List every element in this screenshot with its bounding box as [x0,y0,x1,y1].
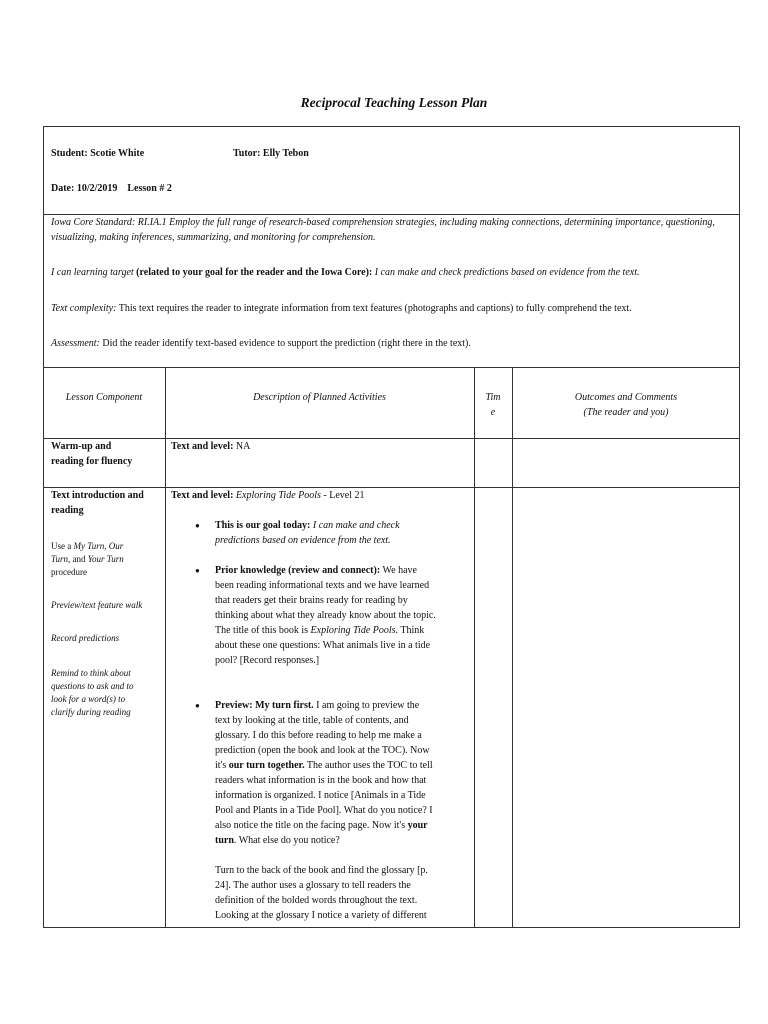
target-bold: (related to your goal for the reader and the Iowa Core): [136,267,373,278]
assessment-label: Assessment: [51,338,100,349]
preview-line-4a: it's [215,760,227,771]
intro-component-line-2: reading [51,505,84,516]
student-name: Scotie White [90,148,145,159]
prior-line-5: about these one questions: What animals live in a tide [215,640,431,651]
preview-line-2: glossary. I do this before reading to help me make a [215,730,422,741]
preview-line-4b: our turn together. [228,760,305,771]
warmup-component-line-2: reading for fluency [51,456,133,467]
warmup-component [51,439,132,469]
prior-label: Prior knowledge (review and connect): [215,565,381,576]
goal-label: This is our goal today: [215,520,311,531]
warmup-component-line-1: Warm-up and [51,441,112,452]
header-outcomes-line-2: (The reader and you) [583,407,669,418]
target-text: I can make and check predictions based on evidence from the text. [374,267,640,278]
header-time [474,390,512,420]
remind-line-2: questions to ask and to [51,681,134,691]
lesson-value: 2 [166,183,172,194]
column-divider-1 [165,367,166,928]
warmup-text-level [171,439,250,454]
standard-label: Iowa Core Standard: [51,217,136,228]
remind-line-3: look for a word(s) to [51,694,126,704]
prior-line-0: We have [382,565,417,576]
prior-line-1: been reading informational texts and we have learned [215,580,430,591]
assessment [51,336,736,351]
column-divider-3 [512,367,513,928]
header-time-line-2: e [490,407,496,418]
student-field [51,146,144,161]
complexity-label: Text complexity: [51,303,117,314]
prior-line-2: that readers get their brains ready for reading by [215,595,408,606]
our-turn-text-1: Our [108,541,124,551]
remind-line-1: Remind to think about [51,668,131,678]
intro-text-level-title: Exploring Tide Pools [235,490,321,501]
assessment-text: Did the reader identify text-based evidence to support the prediction (right there in the text). [102,338,471,349]
intro-text-level [171,488,365,503]
prior-line-4c: . Think [395,625,425,636]
tutor-label: Tutor: [233,148,261,159]
preview-line-3: prediction (open the book and look at the TOC). Now [215,745,430,756]
intro-procedure-note [51,540,163,579]
intro-component [51,488,144,518]
glossary-line-1: Turn to the back of the book and find the glossary [p. [215,865,428,876]
activities-list [171,518,471,923]
preview-line-1: text by looking at the title, table of contents, and [215,715,409,726]
glossary-paragraph [171,863,471,923]
iowa-core-standard [51,215,731,245]
divider-warmup-row [43,487,740,488]
preview-item [171,698,471,848]
procedure-line-3: procedure [51,567,87,577]
goal-item [171,518,471,548]
date-value: 10/2/2019 [76,183,118,194]
glossary-line-3: definition of the bolded words throughout the text. [215,895,418,906]
lesson-label: Lesson # [127,183,165,194]
preview-line-8b: your [407,820,428,831]
remind-line-4: clarify during reading [51,707,131,717]
preview-line-4c: The author uses the TOC to tell [306,760,433,771]
column-divider-2 [474,367,475,928]
standard-text: RI.IA.1 Employ the full range of research-based comprehension strategies, including making connections, determining importance, questioning, visualizing, making inferences, summarizing, and monitoring for comprehension. [51,217,715,243]
divider-table-top [43,367,740,368]
header-description: Description of Planned Activities [253,392,386,403]
glossary-line-2: 24]. The author uses a glossary to tell readers the [215,880,411,891]
my-turn-text: My Turn [73,541,105,551]
tutor-field [233,146,309,161]
tutor-name: Elly Tebon [262,148,309,159]
preview-line-0: I am going to preview the [316,700,420,711]
procedure-line-2 [51,553,163,566]
preview-line-9b: . What else do you notice? [233,835,340,846]
complexity-text: This text requires the reader to integrate information from text features (photographs and captions) to fully comprehend the text. [118,303,632,314]
intro-component-line-1: Text introduction and [51,490,144,501]
target-label: I can learning target [51,267,134,278]
preview-note: Preview/text feature walk [51,600,143,610]
date-label: Date: [51,183,75,194]
preview-label: Preview: My turn first. [215,700,314,711]
date-field [51,181,172,196]
warmup-text-level-label: Text and level: [171,441,234,452]
header-outcomes-line-1: Outcomes and Comments [574,392,678,403]
comma-text: , [104,541,107,551]
preview-line-7: Pool and Plants in a Tide Pool]. What do you notice? I [215,805,433,816]
remind-note [51,667,163,719]
divider-header-row [43,438,740,439]
activities-bullets [171,518,471,848]
our-turn-text-2: Turn [51,554,69,564]
warmup-text-level-value: NA [235,441,251,452]
page-title: Reciprocal Teaching Lesson Plan [300,95,488,110]
header-outcomes [512,390,740,420]
intro-text-level-label: Text and level: [171,490,234,501]
use-a-text: Use a [51,541,72,551]
prior-line-6: pool? [Record responses.] [215,655,320,666]
glossary-line-4: Looking at the glossary I notice a variety of different [215,910,427,921]
and-text: , and [68,554,86,564]
preview-line-6: information is organized. I notice [Animals in a Tide [215,790,426,801]
intro-text-level-rest: - Level 21 [320,490,365,501]
goal-text-2: predictions based on evidence from the text. [215,535,391,546]
preview-line-9a: turn [215,835,234,846]
goal-text-1: I can make and check [312,520,400,531]
prior-line-3: thinking about what they already know about the topic. [215,610,436,621]
prior-knowledge-item [171,563,471,668]
your-turn-text: Your Turn [87,554,124,564]
header-time-line-1: Tim [485,392,501,403]
prior-line-4b: Exploring Tide Pools [310,625,396,636]
preview-line-8a: also notice the title on the facing page. Now it's [215,820,406,831]
prior-line-4a: The title of this book is [215,625,309,636]
procedure-line-1 [51,540,163,553]
preview-line-5: readers what information is in the book and how that [215,775,427,786]
text-complexity [51,301,736,316]
header-lesson-component: Lesson Component [65,392,143,403]
record-note: Record predictions [51,633,120,643]
student-label: Student: [51,148,88,159]
learning-target [51,265,736,280]
